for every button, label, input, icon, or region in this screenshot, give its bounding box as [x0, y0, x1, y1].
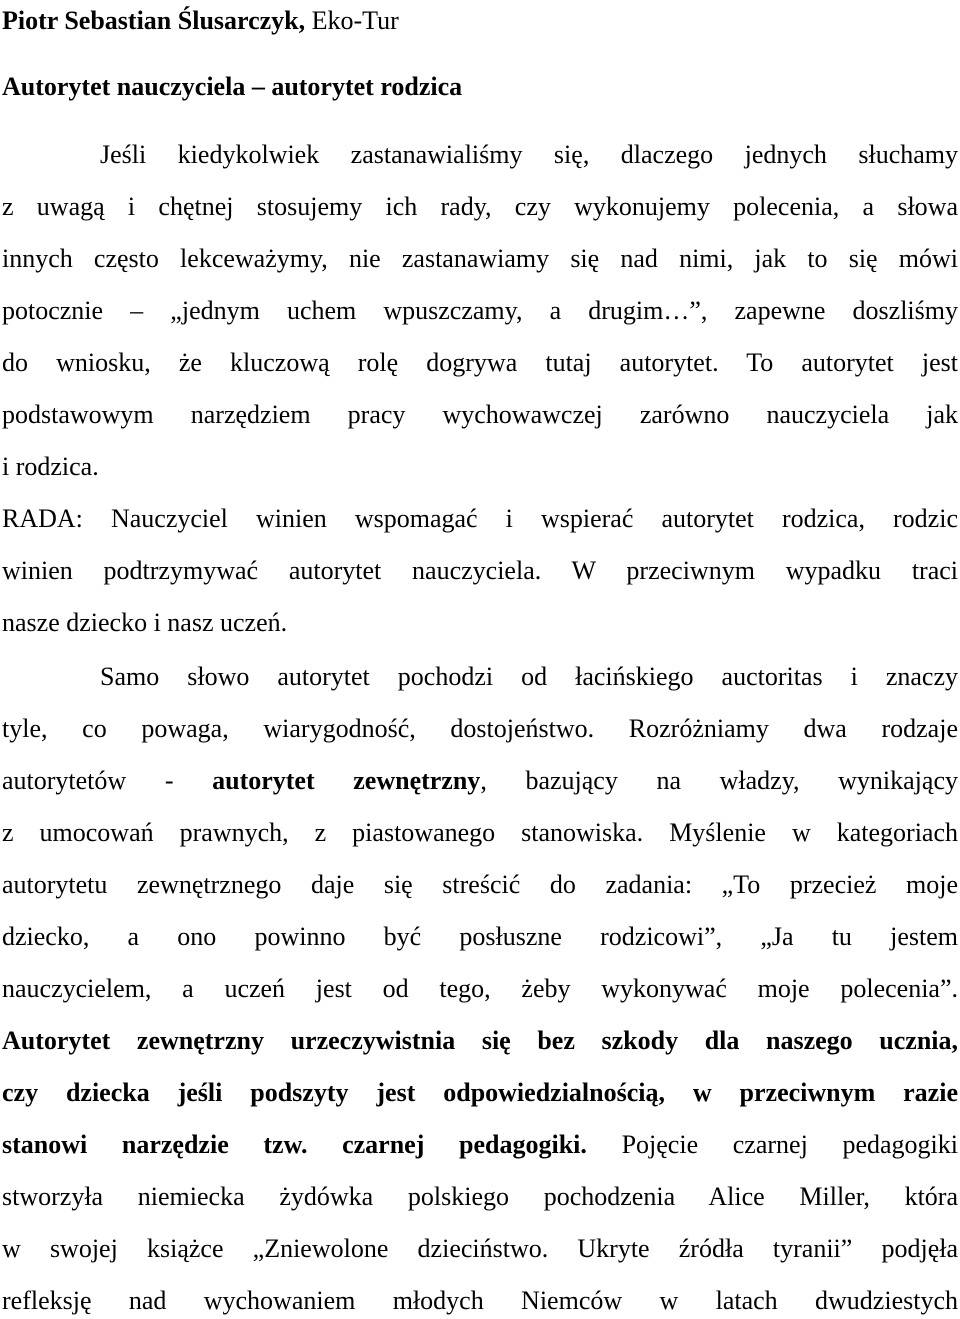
paragraph-line: Jeśli kiedykolwiek zastanawialiśmy się, dlaczego jednych słuchamy — [100, 140, 958, 169]
bold-paragraph-line: czy dziecka jeśli podszyty jest odpowiedzialnością, w przeciwnym razie — [2, 1078, 958, 1107]
paragraph-line: nauczycielem, a uczeń jest od tego, żeby wykonywać moje polecenia”. — [2, 974, 958, 1003]
advice-line: RADA: Nauczyciel winien wspomagać i wspierać autorytet rodzica, rodzic — [2, 504, 958, 533]
bold-term: autorytet zewnętrzny — [212, 766, 481, 795]
paragraph-line: stworzyła niemiecka żydówka polskiego pochodzenia Alice Miller, która — [2, 1182, 958, 1211]
paragraph-line: innych często lekceważymy, nie zastanawiamy się nad nimi, jak to się mówi — [2, 244, 958, 273]
paragraph-line: z uwagą i chętnej stosujemy ich rady, czy wykonujemy polecenia, a słowa — [2, 192, 958, 221]
bold-term: stanowi narzędzie tzw. czarnej pedagogiki. — [2, 1130, 587, 1159]
paragraph-line-mixed — [2, 764, 958, 798]
text-run: Pojęcie czarnej pedagogiki — [586, 1130, 959, 1159]
advice-line: winien podtrzymywać autorytet nauczyciela. W przeciwnym wypadku traci — [2, 556, 958, 585]
paragraph-line: potocznie – „jednym uchem wpuszczamy, a drugim…”, zapewne doszliśmy — [2, 296, 958, 325]
paragraph-line: z umocowań prawnych, z piastowanego stanowiska. Myślenie w kategoriach — [2, 818, 958, 847]
paragraph-line: podstawowym narzędziem pracy wychowawczej zarówno nauczyciela jak — [2, 400, 958, 429]
paragraph-line: w swojej książce „Zniewolone dzieciństwo. Ukryte źródła tyranii” podjęła — [2, 1234, 958, 1263]
paragraph-line: refleksję nad wychowaniem młodych Niemców w latach dwudziestych — [2, 1286, 958, 1315]
paragraph-line: Samo słowo autorytet pochodzi od łacińskiego auctoritas i znaczy — [100, 662, 958, 691]
paragraph-line-mixed — [2, 1128, 958, 1162]
paragraph-line: autorytetu zewnętrznego daje się streścić do zadania: „To przecież moje — [2, 870, 958, 899]
paragraph-line: i rodzica. — [2, 452, 99, 481]
author-line — [2, 4, 958, 38]
paragraph-line: do wniosku, że kluczową rolę dogrywa tutaj autorytet. To autorytet jest — [2, 348, 958, 377]
document-title: Autorytet nauczyciela – autorytet rodzica — [2, 72, 463, 101]
text-run: , bazujący na władzy, wynikający — [480, 766, 958, 795]
author-organization: Eko-Tur — [305, 6, 399, 35]
text-run: autorytetów - — [2, 766, 213, 795]
author-name: Piotr Sebastian Ślusarczyk, — [2, 6, 306, 35]
paragraph-line: dziecko, a ono powinno być posłuszne rodzicowi”, „Ja tu jestem — [2, 922, 958, 951]
advice-line: nasze dziecko i nasz uczeń. — [2, 608, 288, 637]
bold-paragraph-line: Autorytet zewnętrzny urzeczywistnia się bez szkody dla naszego ucznia, — [2, 1026, 958, 1055]
paragraph-line: tyle, co powaga, wiarygodność, dostojeństwo. Rozróżniamy dwa rodzaje — [2, 714, 958, 743]
